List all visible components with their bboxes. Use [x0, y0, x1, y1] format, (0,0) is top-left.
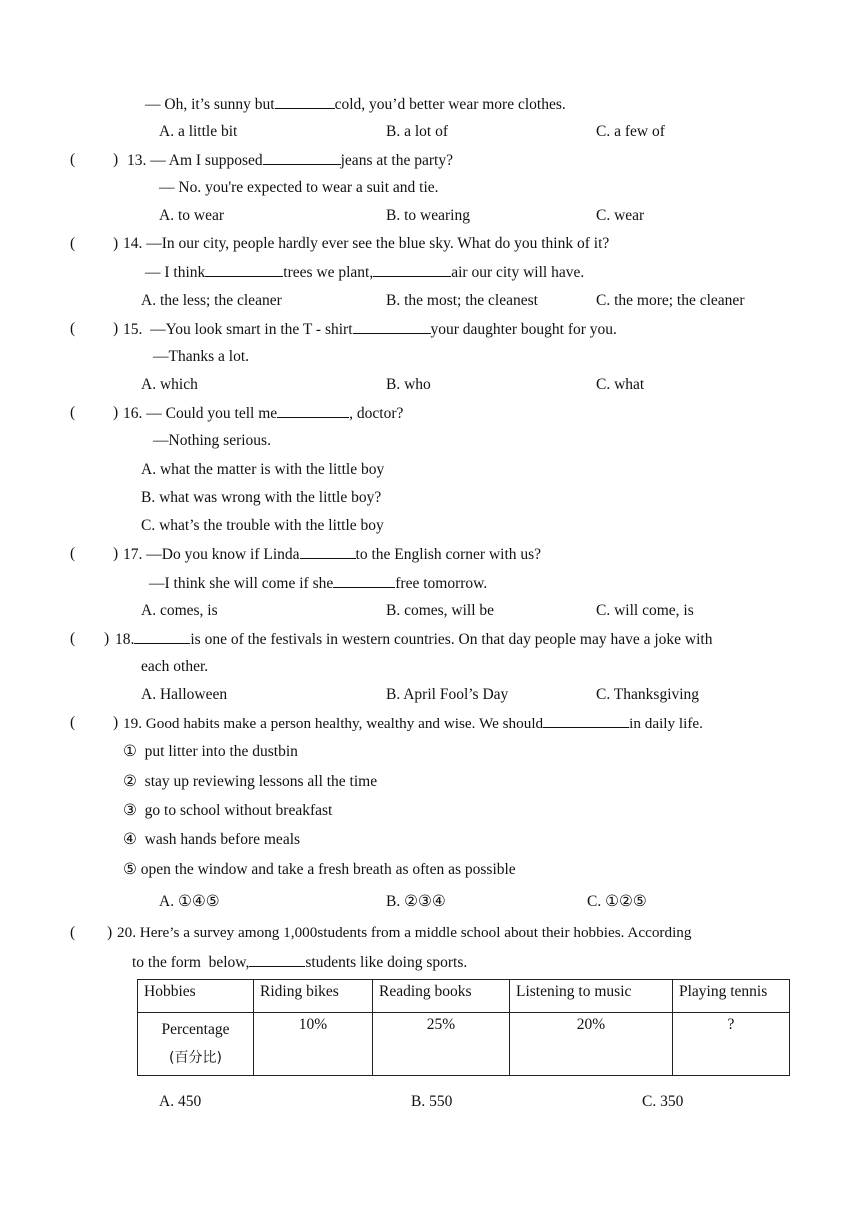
- answer-blank: [373, 262, 451, 277]
- q18-paren-open: (: [70, 630, 76, 647]
- q17-option-c: C. will come, is: [596, 602, 694, 619]
- q14-option-c: C. the more; the cleaner: [596, 292, 745, 309]
- q19-item-2: [123, 772, 377, 792]
- item-text: open the window and take a fresh breath as often as possible: [140, 861, 516, 878]
- q17-option-a: A. comes, is: [141, 602, 218, 619]
- item-number: ⑤: [123, 861, 137, 878]
- q20-paren-close: ): [107, 924, 113, 941]
- q19-option-a: A. ①④⑤: [159, 893, 220, 910]
- q19-paren-close: ): [113, 714, 119, 731]
- item-number: ②: [123, 773, 137, 790]
- item-text: put litter into the dustbin: [144, 743, 298, 760]
- answer-blank: [333, 573, 395, 588]
- q20-paren-open: (: [70, 924, 76, 941]
- q13-paren-close: ): [113, 151, 119, 168]
- q12-option-c: C. a few of: [596, 123, 665, 140]
- q14-paren-close: ): [113, 235, 119, 252]
- q14-option-a: A. the less; the cleaner: [141, 292, 282, 309]
- q16-question: 16. — Could you tell me , doctor?: [123, 405, 404, 422]
- q14-question: 14. —In our city, people hardly ever see the blue sky. What do you think of it?: [123, 235, 610, 252]
- q19-question: 19. Good habits make a person healthy, wealthy and wise. We should in daily life.: [123, 715, 703, 732]
- q15-paren-close: ): [113, 320, 119, 337]
- answer-blank: [275, 94, 335, 109]
- answer-blank: [263, 150, 341, 165]
- q15-option-a: A. which: [141, 376, 198, 393]
- item-text: wash hands before meals: [144, 831, 301, 848]
- answer-blank: [353, 319, 431, 334]
- item-text: stay up reviewing lessons all the time: [144, 773, 378, 790]
- q14-option-b: B. the most; the cleanest: [386, 292, 538, 309]
- q15-question: 15. —You look smart in the T - shirt your daughter bought for you.: [123, 321, 617, 338]
- answer-blank: [134, 629, 190, 644]
- table-row-label: Percentage (百分比): [138, 1013, 254, 1076]
- q16-option-a: A. what the matter is with the little boy: [141, 461, 385, 478]
- table-header-row: [138, 980, 790, 1013]
- q12-option-a: A. a little bit: [159, 123, 238, 140]
- q18-paren-close: ): [104, 630, 110, 647]
- q17-paren-close: ): [113, 545, 119, 562]
- answer-blank: [300, 544, 356, 559]
- q15-reply: —Thanks a lot.: [153, 348, 249, 365]
- q19-paren-open: (: [70, 714, 76, 731]
- q14-reply: — I think trees we plant, air our city will have.: [145, 264, 585, 281]
- q16-option-c: C. what’s the trouble with the little boy: [141, 517, 384, 534]
- item-number: ④: [123, 831, 137, 848]
- q20-option-b: B. 550: [411, 1093, 453, 1110]
- q18-question: 18. is one of the festivals in western countries. On that day people may have a joke with: [115, 631, 713, 648]
- item-number: ①: [123, 743, 137, 760]
- q17-option-b: B. comes, will be: [386, 602, 495, 619]
- q18-question-cont: each other.: [141, 658, 209, 675]
- q18-option-a: A. Halloween: [141, 686, 228, 703]
- table-header-cell: Listening to music: [510, 980, 673, 1013]
- q15-option-b: B. who: [386, 376, 431, 393]
- q17-question: 17. —Do you know if Linda to the English corner with us?: [123, 546, 542, 563]
- table-header-cell: Riding bikes: [254, 980, 373, 1013]
- table-cell: 20%: [510, 1013, 673, 1076]
- q18-option-c: C. Thanksgiving: [596, 686, 700, 703]
- table-header-cell: Playing tennis: [673, 980, 790, 1013]
- q15-option-c: C. what: [596, 376, 645, 393]
- q13-paren-open: (: [70, 151, 76, 168]
- table-header-cell: Hobbies: [138, 980, 254, 1013]
- q16-reply: —Nothing serious.: [153, 432, 271, 449]
- answer-blank: [249, 952, 305, 967]
- q15-paren-open: (: [70, 320, 76, 337]
- q19-option-b: B. ②③④: [386, 893, 446, 910]
- q19-item-3: [123, 801, 332, 821]
- q19-item-5: [123, 860, 516, 880]
- q20-option-a: A. 450: [159, 1093, 202, 1110]
- q14-paren-open: (: [70, 235, 76, 252]
- answer-blank: [205, 262, 283, 277]
- table-cell: 10%: [254, 1013, 373, 1076]
- q13-question: 13. — Am I supposed jeans at the party?: [127, 152, 453, 169]
- answer-blank: [543, 713, 629, 728]
- q12-line: — Oh, it’s sunny but cold, you’d better wear more clothes.: [145, 96, 566, 113]
- hobby-survey-table: [137, 979, 790, 1076]
- q17-paren-open: (: [70, 545, 76, 562]
- item-text: go to school without breakfast: [144, 802, 333, 819]
- q20-option-c: C. 350: [642, 1093, 684, 1110]
- q12-option-b: B. a lot of: [386, 123, 448, 140]
- q19-item-1: [123, 742, 298, 762]
- q17-reply: —I think she will come if she free tomorrow.: [149, 575, 488, 592]
- table-cell: ?: [673, 1013, 790, 1076]
- table-cell: 25%: [373, 1013, 510, 1076]
- q13-option-b: B. to wearing: [386, 207, 470, 224]
- q20-question: 20. Here’s a survey among 1,000students from a middle school about their hobbies. According: [117, 924, 692, 941]
- item-number: ③: [123, 802, 137, 819]
- q13-option-c: C. wear: [596, 207, 645, 224]
- answer-blank: [277, 403, 349, 418]
- table-header-cell: Reading books: [373, 980, 510, 1013]
- q18-option-b: B. April Fool’s Day: [386, 686, 509, 703]
- q19-item-4: [123, 830, 300, 850]
- q13-reply: — No. you're expected to wear a suit and tie.: [159, 179, 439, 196]
- q16-option-b: B. what was wrong with the little boy?: [141, 489, 382, 506]
- table-row: [138, 1013, 790, 1076]
- q13-option-a: A. to wear: [159, 207, 224, 224]
- q16-paren-open: (: [70, 404, 76, 421]
- q20-question-cont: to the form below, students like doing sports.: [132, 954, 468, 971]
- q16-paren-close: ): [113, 404, 119, 421]
- q19-option-c: C. ①②⑤: [587, 893, 647, 910]
